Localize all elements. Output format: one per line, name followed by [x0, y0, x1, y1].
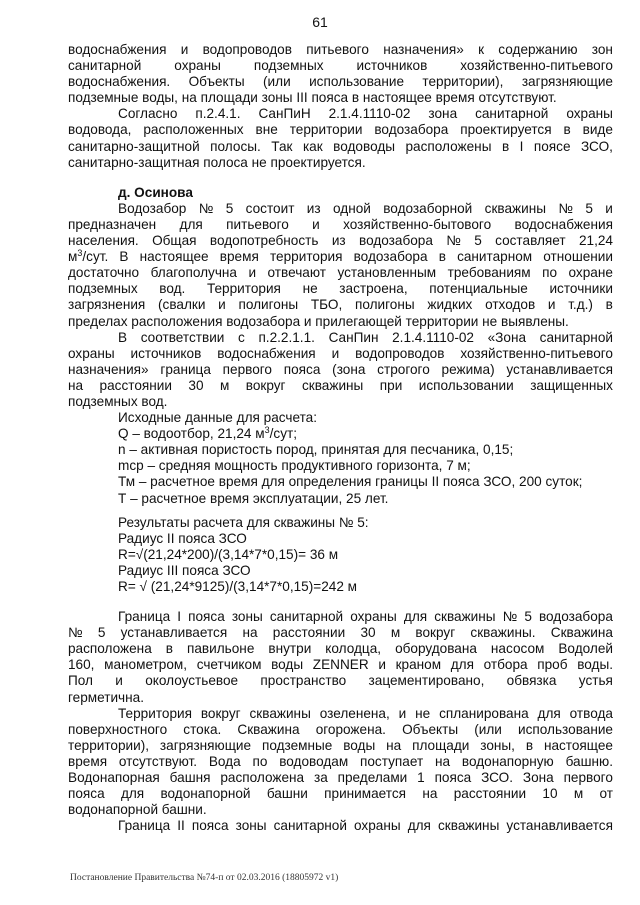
text-line: поверхностного стока. Скважина огорожена. Объекты (или использование: [68, 721, 613, 737]
text-line: пределах расположения водозабора и прилегающей территории не выявлены.: [68, 313, 569, 329]
text-line: территории), загрязняющие подземные воды на площади зоны, в настоящее: [68, 737, 613, 753]
text-line: санитарно-защитной полосы. Так как водоводы расположены в I поясе ЗСО,: [68, 138, 613, 154]
text-line: назначения» граница первого пояса (зона строгого режима) устанавливается: [68, 361, 613, 377]
text-line: время отсутствуют. Вода по водоводам поступает на водонапорную башню.: [68, 753, 613, 769]
text-line: водоснабжения. Объекты (или использование территории), загрязняющие: [68, 74, 613, 90]
text-line: n – активная пористость пород, принятая для песчаника, 0,15;: [118, 442, 514, 458]
text-line: санитарно-защитная полоса не проектируется.: [68, 154, 366, 170]
text-line: Радиус III пояса ЗСО: [118, 562, 251, 578]
text-line: водоснабжения и водопроводов питьевого назначения» к содержанию зон: [68, 42, 613, 57]
text-line: Результаты расчета для скважины № 5:: [118, 514, 369, 530]
document-body: [68, 42, 613, 834]
text-line: В соответствии с п.2.2.1.1. СанПин 2.1.4.1110-02 «Зона санитарной: [118, 329, 613, 345]
text-line: подземных вод. Территория не застроена, потенциальные источники: [68, 281, 613, 297]
text-line: Территория вокруг скважины озеленена, и не спланирована для отвода: [118, 705, 613, 721]
text-line: R= √ (21,24*9125)/(3,14*7*0,15)=242 м: [118, 579, 357, 594]
text-line: Тм – расчетное время для определения границы II пояса ЗСО, 200 суток;: [118, 474, 583, 490]
text-line: 160, манометром, счетчиком воды ZENNER и краном для отбора проб воды.: [68, 657, 613, 673]
text-line: предназначен для питьевого и хозяйственно-бытового водоснабжения: [68, 216, 613, 232]
text-line: Исходные данные для расчета:: [118, 410, 318, 426]
spacer: [68, 171, 613, 185]
section-heading: д. Осинова: [118, 184, 193, 200]
spacer: [68, 507, 613, 515]
text-line: водовода, расположенных вне территории водозабора проектируется в виде: [68, 122, 613, 138]
text-line: охраны источников водоснабжения и водопроводов хозяйственно-питьевого: [68, 345, 613, 361]
text-line: герметична.: [68, 689, 144, 705]
text-line: Граница II пояса зоны санитарной охраны для скважины устанавливается: [118, 818, 613, 834]
text-line: mcp – средняя мощность продуктивного горизонта, 7 м;: [118, 458, 471, 474]
text-line: Водонапорная башня расположена за пределами 1 пояса ЗСО. Зона первого: [68, 770, 613, 786]
text-line: водонапорной башни.: [68, 802, 207, 818]
text-line: расположена в павильоне внутри колодца, оборудована насосом Водолей: [68, 641, 613, 657]
text-line: Пол и околоустьевое пространство зацементировано, обвязка устья: [68, 673, 613, 689]
text-line: Q – водоотбор, 21,24 $м^3$/сут;: [118, 425, 297, 442]
text-line: загрязнения (свалки и полигоны ТБО, полигоны жидких отходов и т.д.) в: [68, 297, 613, 313]
footer-reference: Постановление Правительства №74-п от 02.03.2016 (18805972 v1): [70, 873, 339, 883]
text-line: населения. Общая водопотребность из водозабора № 5 составляет 21,24: [68, 233, 613, 249]
text-line: $м^3$/сут. В настоящее время территория водозабора в санитарном отношении: [68, 248, 613, 265]
text-line: достаточно благополучна и отвечают установленным требованиям по охране: [68, 265, 613, 281]
text-line: Т – расчетное время эксплуатации, 25 лет.: [118, 490, 389, 506]
text-line: подземных вод.: [68, 393, 168, 409]
text-line: Радиус II пояса ЗСО: [118, 530, 247, 546]
text-line: Водозабор № 5 состоит из одной водозаборной скважины № 5 и: [118, 200, 613, 216]
text-line: подземные воды, на площади зоны III пояса в настоящее время отсутствуют.: [68, 90, 557, 106]
text-line: Согласно п.2.4.1. СанПиН 2.1.4.1110-02 зона санитарной охраны: [118, 106, 613, 122]
text-line: санитарной охраны подземных источников хозяйственно-питьевого: [68, 58, 613, 74]
spacer: [68, 595, 613, 609]
text-line: на расстоянии 30 м вокруг скважины при использовании защищенных: [68, 377, 613, 393]
text-line: Граница I пояса зоны санитарной охраны для скважины № 5 водозабора: [118, 609, 613, 625]
text-line: пояса для водонапорной башни принимается на расстоянии 10 м от: [68, 786, 613, 802]
text-line: R=√(21,24*200)/(3,14*7*0,15)= 36 м: [118, 546, 339, 562]
text-line: № 5 устанавливается на расстоянии 30 м вокруг скважины. Скважина: [68, 625, 613, 641]
page-number: 61: [312, 14, 328, 30]
